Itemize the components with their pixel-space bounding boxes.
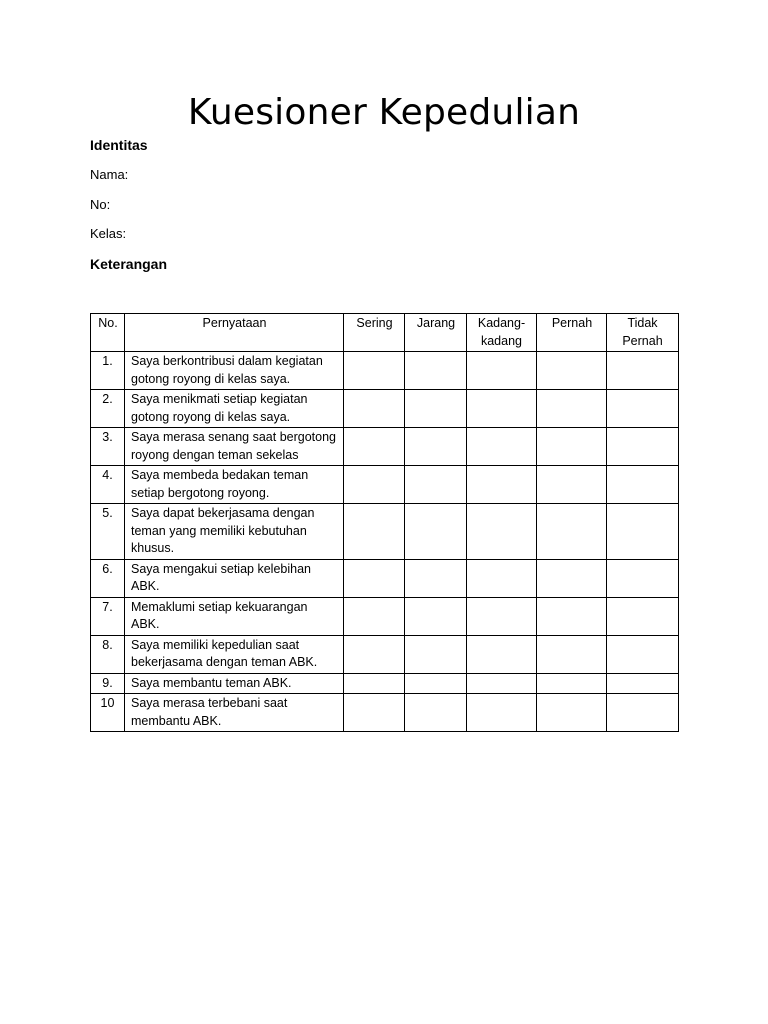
answer-cell-tidak-pernah[interactable] bbox=[607, 428, 679, 466]
answer-cell-jarang[interactable] bbox=[405, 694, 467, 732]
header-jarang: Jarang bbox=[405, 314, 467, 352]
identity-heading: Identitas bbox=[90, 137, 148, 153]
answer-cell-kadang-kadang[interactable] bbox=[467, 559, 537, 597]
answer-cell-kadang-kadang[interactable] bbox=[467, 504, 537, 560]
row-number: 6. bbox=[91, 559, 125, 597]
answer-cell-sering[interactable] bbox=[344, 390, 405, 428]
answer-cell-sering[interactable] bbox=[344, 504, 405, 560]
table-row bbox=[91, 466, 679, 504]
answer-cell-jarang[interactable] bbox=[405, 673, 467, 694]
answer-cell-sering[interactable] bbox=[344, 694, 405, 732]
table-row bbox=[91, 597, 679, 635]
answer-cell-jarang[interactable] bbox=[405, 597, 467, 635]
field-nama: Nama: bbox=[90, 167, 129, 182]
answer-cell-kadang-kadang[interactable] bbox=[467, 428, 537, 466]
row-number: 5. bbox=[91, 504, 125, 560]
answer-cell-tidak-pernah[interactable] bbox=[607, 635, 679, 673]
row-statement: Saya merasa terbebani saat membantu ABK. bbox=[125, 694, 344, 732]
answer-cell-pernah[interactable] bbox=[537, 390, 607, 428]
answer-cell-kadang-kadang[interactable] bbox=[467, 635, 537, 673]
table-row bbox=[91, 504, 679, 560]
header-pernah: Pernah bbox=[537, 314, 607, 352]
questionnaire-table bbox=[90, 313, 679, 732]
answer-cell-jarang[interactable] bbox=[405, 428, 467, 466]
answer-cell-kadang-kadang[interactable] bbox=[467, 352, 537, 390]
answer-cell-pernah[interactable] bbox=[537, 635, 607, 673]
answer-cell-pernah[interactable] bbox=[537, 673, 607, 694]
answer-cell-tidak-pernah[interactable] bbox=[607, 390, 679, 428]
answer-cell-jarang[interactable] bbox=[405, 352, 467, 390]
row-number: 4. bbox=[91, 466, 125, 504]
table-row bbox=[91, 559, 679, 597]
answer-cell-kadang-kadang[interactable] bbox=[467, 597, 537, 635]
field-no: No: bbox=[90, 197, 111, 212]
answer-cell-tidak-pernah[interactable] bbox=[607, 694, 679, 732]
header-no: No. bbox=[91, 314, 125, 352]
row-statement: Saya mengakui setiap kelebihan ABK. bbox=[125, 559, 344, 597]
page-title: Kuesioner Kepedulian bbox=[187, 92, 581, 133]
row-statement: Saya berkontribusi dalam kegiatan gotong royong di kelas saya. bbox=[125, 352, 344, 390]
answer-cell-jarang[interactable] bbox=[405, 635, 467, 673]
row-number: 8. bbox=[91, 635, 125, 673]
table-row bbox=[91, 390, 679, 428]
row-statement: Memaklumi setiap kekuarangan ABK. bbox=[125, 597, 344, 635]
answer-cell-jarang[interactable] bbox=[405, 466, 467, 504]
answer-cell-sering[interactable] bbox=[344, 428, 405, 466]
answer-cell-kadang-kadang[interactable] bbox=[467, 673, 537, 694]
table-header-row bbox=[91, 314, 679, 352]
row-number: 2. bbox=[91, 390, 125, 428]
answer-cell-sering[interactable] bbox=[344, 466, 405, 504]
answer-cell-sering[interactable] bbox=[344, 352, 405, 390]
answer-cell-pernah[interactable] bbox=[537, 694, 607, 732]
answer-cell-pernah[interactable] bbox=[537, 559, 607, 597]
row-number: 3. bbox=[91, 428, 125, 466]
answer-cell-pernah[interactable] bbox=[537, 428, 607, 466]
answer-cell-kadang-kadang[interactable] bbox=[467, 694, 537, 732]
answer-cell-sering[interactable] bbox=[344, 597, 405, 635]
table-row bbox=[91, 428, 679, 466]
header-tidak-pernah: Tidak Pernah bbox=[607, 314, 679, 352]
answer-cell-jarang[interactable] bbox=[405, 504, 467, 560]
answer-cell-tidak-pernah[interactable] bbox=[607, 504, 679, 560]
answer-cell-sering[interactable] bbox=[344, 559, 405, 597]
keterangan-heading: Keterangan bbox=[90, 256, 168, 272]
answer-cell-kadang-kadang[interactable] bbox=[467, 466, 537, 504]
field-kelas: Kelas: bbox=[90, 226, 127, 241]
answer-cell-tidak-pernah[interactable] bbox=[607, 673, 679, 694]
row-statement: Saya dapat bekerjasama dengan teman yang memiliki kebutuhan khusus. bbox=[125, 504, 344, 560]
row-number: 9. bbox=[91, 673, 125, 694]
table-row bbox=[91, 352, 679, 390]
row-statement: Saya memiliki kepedulian saat bekerjasama dengan teman ABK. bbox=[125, 635, 344, 673]
answer-cell-tidak-pernah[interactable] bbox=[607, 597, 679, 635]
answer-cell-pernah[interactable] bbox=[537, 504, 607, 560]
row-statement: Saya merasa senang saat bergotong royong dengan teman sekelas bbox=[125, 428, 344, 466]
answer-cell-jarang[interactable] bbox=[405, 390, 467, 428]
row-number: 1. bbox=[91, 352, 125, 390]
answer-cell-pernah[interactable] bbox=[537, 352, 607, 390]
header-sering: Sering bbox=[344, 314, 405, 352]
answer-cell-jarang[interactable] bbox=[405, 559, 467, 597]
table-row bbox=[91, 673, 679, 694]
table-row bbox=[91, 635, 679, 673]
answer-cell-sering[interactable] bbox=[344, 635, 405, 673]
answer-cell-tidak-pernah[interactable] bbox=[607, 352, 679, 390]
row-statement: Saya menikmati setiap kegiatan gotong royong di kelas saya. bbox=[125, 390, 344, 428]
answer-cell-tidak-pernah[interactable] bbox=[607, 559, 679, 597]
header-kadang-kadang: Kadang-kadang bbox=[467, 314, 537, 352]
row-number: 7. bbox=[91, 597, 125, 635]
answer-cell-kadang-kadang[interactable] bbox=[467, 390, 537, 428]
row-statement: Saya membantu teman ABK. bbox=[125, 673, 344, 694]
answer-cell-pernah[interactable] bbox=[537, 466, 607, 504]
table-row bbox=[91, 694, 679, 732]
answer-cell-pernah[interactable] bbox=[537, 597, 607, 635]
row-number: 10 bbox=[91, 694, 125, 732]
answer-cell-tidak-pernah[interactable] bbox=[607, 466, 679, 504]
row-statement: Saya membeda bedakan teman setiap bergotong royong. bbox=[125, 466, 344, 504]
answer-cell-sering[interactable] bbox=[344, 673, 405, 694]
header-statement: Pernyataan bbox=[125, 314, 344, 352]
